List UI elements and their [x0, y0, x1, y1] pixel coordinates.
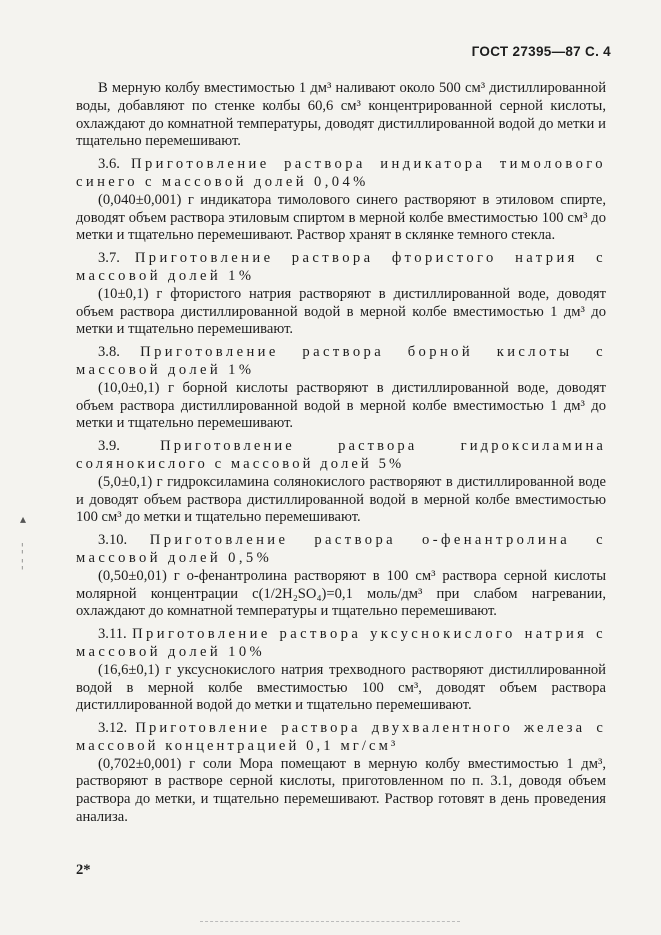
- page-header-code: ГОСТ 27395—87 С. 4: [471, 44, 611, 59]
- margin-mark: ¦: [21, 540, 24, 554]
- section-heading-3-11: [76, 626, 606, 662]
- paragraph-3-8: (10,0±0,1) г борной кислоты растворяют в дистиллированной воде, доводят объем раствора дистиллированной водой в мерной колбе вместимостью 1 дм³ до метки и тщательно перемешивают.: [76, 379, 606, 432]
- section-number: 3.9.: [98, 438, 120, 455]
- section-heading-3-10: [76, 532, 606, 568]
- document-body: [76, 80, 606, 827]
- section-title: Приготовление раствора двухвалентного железа с массовой концентрацией 0,1 мг/см³: [76, 720, 606, 754]
- paragraph-intro: В мерную колбу вместимостью 1 дм³ наливают около 500 см³ дистиллированной воды, добавляют по стенке колбы 60,6 см³ концентрированной серной кислоты, охлаждают до комнатной температуры, доводят дистиллированной водой до метки и тщательно перемешивают.: [76, 80, 606, 150]
- paragraph-3-11: (16,6±0,1) г уксуснокислого натрия трехводного растворяют дистиллированной водой в мерной колбе вместимостью 100 см³, доводят объем раствора дистиллированной водой до метки и тщательно перемешивают.: [76, 661, 606, 714]
- paragraph-3-9: (5,0±0,1) г гидроксиламина солянокислого растворяют в дистиллированной воде и доводят объем раствора дистиллированной водой в мерной колбе вместимостью 100 см³ до метки и тщательно перемешивают.: [76, 473, 606, 526]
- section-title: Приготовление раствора фтористого натрия с массовой долей 1%: [76, 250, 606, 284]
- section-number: 3.7.: [98, 250, 120, 267]
- section-number: 3.10.: [98, 532, 128, 549]
- section-title: Приготовление раствора уксуснокислого натрия с массовой долей 10%: [76, 626, 606, 660]
- section-title: Приготовление раствора о-фенантролина с массовой долей 0,5%: [76, 532, 606, 566]
- section-heading-3-8: [76, 344, 606, 380]
- paragraph-3-6: (0,040±0,001) г индикатора тимолового синего растворяют в этиловом спирте, доводят объем раствора этиловым спиртом в мерной колбе вместимостью 100 см³ до метки и тщательно перемешивают. Раствор хранят в склянке темного стекла.: [76, 191, 606, 244]
- scan-artifact-line: [200, 921, 460, 923]
- section-title: Приготовление раствора гидроксиламина солянокислого с массовой долей 5%: [76, 438, 606, 472]
- paragraph-3-10: (0,50±0,01) г о-фенантролина растворяют в 100 см³ раствора серной кислоты молярной концентрации c(1/2H₂SO₄)=0,1 моль/дм³ при слабом нагревании, охлаждают до комнатной температуры и тщательно перемешивают.: [76, 567, 606, 620]
- section-title: Приготовление раствора борной кислоты с массовой долей 1%: [76, 344, 606, 378]
- margin-mark: ▴: [20, 512, 27, 526]
- section-title: Приготовление раствора индикатора тимолового синего с массовой долей 0,04%: [76, 156, 606, 190]
- section-number: 3.12.: [98, 720, 128, 737]
- page-mark: 2*: [76, 862, 91, 878]
- section-heading-3-6: [76, 156, 606, 192]
- section-number: 3.6.: [98, 156, 120, 173]
- section-heading-3-12: [76, 720, 606, 756]
- section-heading-3-7: [76, 250, 606, 286]
- section-heading-3-9: [76, 438, 606, 474]
- paragraph-3-7: (10±0,1) г фтористого натрия растворяют в дистиллированной воде, доводят объем раствора дистиллированной водой в мерной колбе вместимостью 1 дм³ до метки и тщательно перемешивают.: [76, 285, 606, 338]
- section-number: 3.11.: [98, 626, 127, 643]
- section-number: 3.8.: [98, 344, 120, 361]
- paragraph-3-12: (0,702±0,001) г соли Мора помещают в мерную колбу вместимостью 1 дм³, растворяют в растворе серной кислоты, приготовленном по п. 3.1, доводя объем раствора до метки, и тщательно перемешивают. Раствор готовят в день проведения анализа.: [76, 755, 606, 826]
- margin-mark: ¦: [21, 556, 24, 570]
